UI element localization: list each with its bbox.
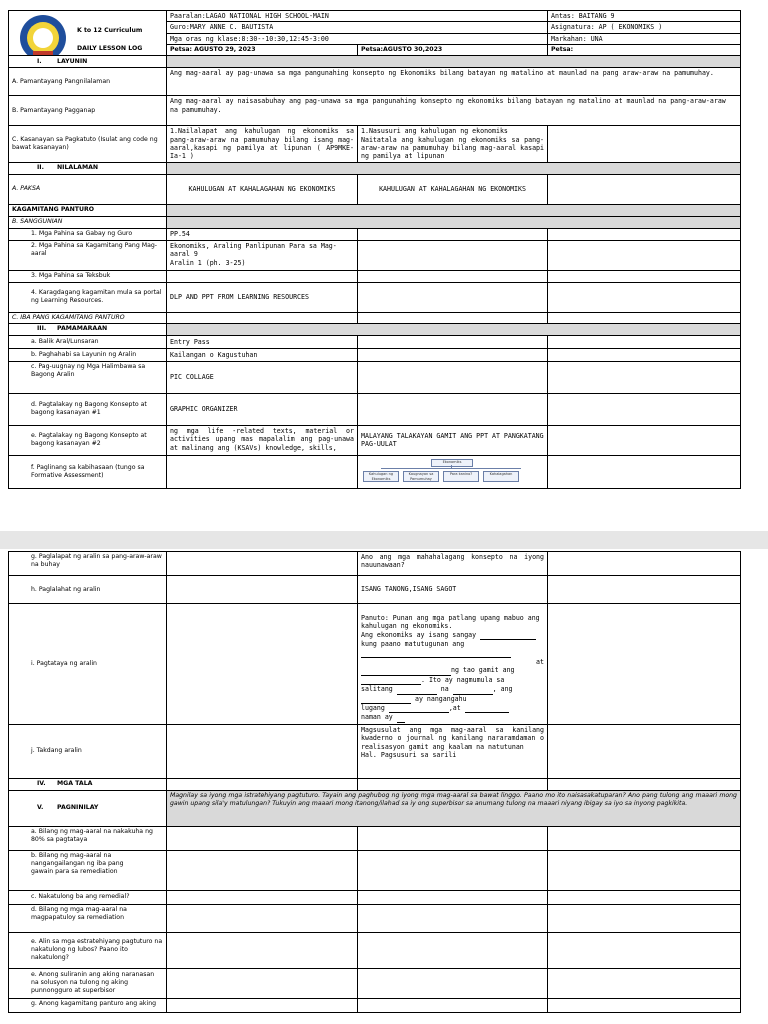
continue-remediation-label: d. Bilang ng mga mag-aaral na magpapatuloy sa remediation [9,904,167,932]
estratehiya-empty-2 [358,932,548,968]
konsepto-1-label: d. Pagtalakay ng Bagong Konsepto at bagong kasanayan #1 [9,393,167,425]
suliranin-empty-3 [548,968,741,998]
konsepto-2-label: e. Pagtalakay ng Bagong Konsepto at bagong kasanayan #2 [9,425,167,455]
asignatura-field: Asignatura: AP ( EKONOMIKS ) [548,22,741,33]
mga-tala-empty-1 [167,778,358,790]
pagtataya-line-6-text: salitang [361,685,393,694]
layunin-title: LAYUNIN [57,57,88,65]
takdang-aralin-empty-1 [167,724,358,778]
pamamaraan-num: III. [37,325,47,333]
pamamaraan-heading [9,323,167,335]
blank-10[interactable] [397,713,405,722]
paglalahat-empty-1 [167,576,358,604]
konsepto-1-empty-2 [358,393,548,425]
paglinang-empty-3 [548,455,741,488]
pagtataya-line-7-text: na [440,685,449,694]
nilalaman-title: NILALAMAN [57,164,99,172]
pagtataya-value [358,604,548,725]
konsepto-2-value-2: MALAYANG TALAKAYAN GAMIT ANG PPT AT PANGKATANG PAG-UULAT [358,425,548,455]
pagtataya-line-1 [361,631,544,640]
konsepto-2-value-1: ng mga life -related texts, material or activities upang mas mapalalim ang pag-unawa at malinang ang (KSAVs) knowledge, skills, [167,425,358,455]
pag-uugnay-empty-2 [358,361,548,393]
pag-uugnay-label: c. Pag-uugnay ng Mga Halimbawa sa Bagong Aralin [9,361,167,393]
pagninilay-num: V. [37,804,44,812]
estratehiya-empty-1 [167,932,358,968]
diagram-item-2: Kaugnayan sa Pamumuhay [403,471,439,482]
pagtataya-line-4 [361,666,544,675]
layunin-shade [167,56,741,68]
suliranin-empty-2 [358,968,548,998]
learning-resources-empty-2 [358,282,548,312]
daily-lesson-log-title: DAILY LESSON LOG [77,45,143,52]
kagamitan-shade [167,204,741,216]
mga-tala-num: IV. [37,780,46,788]
iba-pang-kagamitan-empty-1 [167,312,358,323]
petsa-1: Petsa: AGUSTO 29, 2023 [167,45,358,56]
blank-2[interactable] [361,649,511,658]
blank-9[interactable] [465,704,509,713]
kasanayan-label: C. Kasanayan sa Pagkatuto (Isulat ang code ng bawat kasanayan) [9,126,167,163]
mga-tala-empty-3 [548,778,741,790]
pagtataya-line-5-text: . Ito ay nagmumula sa [421,675,505,684]
blank-1[interactable] [480,631,536,640]
nakakuha-80-empty-3 [548,826,741,850]
markahan-field: Markahan: UNA [548,33,741,44]
graphic-organizer-diagram [358,455,548,488]
balik-aral-empty-2 [358,335,548,348]
lesson-log-table-bottom [8,551,741,1013]
remedial-helped-empty-1 [167,890,358,904]
paghahabi-empty-3 [548,348,741,361]
pamamaraan-shade [167,323,741,335]
takdang-aralin-value: Magsusulat ang mga mag-aaral sa kanilang kwaderno o journal ng kanilang nararamdaman o realisasyon gamit ang kaalam na natutunan Hal. Pagsusuri sa sarili [358,724,548,778]
paksa-label: A. PAKSA [9,174,167,204]
blank-5[interactable] [397,685,437,694]
pagninilay-title: PAGNINILAY [57,804,99,812]
remedial-helped-empty-2 [358,890,548,904]
balik-aral-label: a. Balik Aral/Lunsaran [9,335,167,348]
sanggunian-shade [167,216,741,228]
diagram-item-1: Kahulugan ng Ekonomiks [363,471,399,482]
gabay-guro-label: 1. Mga Pahina sa Gabay ng Guro [9,228,167,240]
curriculum-label: K to 12 Curriculum [77,27,143,34]
diagram-container [361,457,544,487]
paaralan-field: Paaralan:LAGAO NATIONAL HIGH SCHOOL-MAIN [167,11,548,22]
paglalahat-value: ISANG TANONG,ISANG SAGOT [358,576,548,604]
mga-tala-empty-2 [358,778,548,790]
pagtataya-line-12-text: naman ay [361,713,393,722]
continue-remediation-empty-2 [358,904,548,932]
nakakuha-80-label: a. Bilang ng mag-aaral na nakakuha ng 80% sa pagtataya [9,826,167,850]
learning-resources-value: DLP AND PPT FROM LEARNING RESOURCES [167,282,358,312]
continue-remediation-empty-1 [167,904,358,932]
nilalaman-heading [9,162,167,174]
pagtataya-panuto: Panuto: Punan ang mga patlang upang mabuo ang kahulugan ng ekonomiks. [361,614,540,631]
pamantayang-pagganap-text: Ang mag-aaral ay naisasabuhay ang pag-unawa sa mga pangunahing konsepto ng ekonomiks bilang batayan ng matalino at maunlad na pang-araw-araw na pamumuhay. [167,96,741,126]
header-logo-cell [9,11,167,56]
pagninilay-text: Magnilay sa iyong mga istratehiyang pagtuturo. Tayain ang paghubog ng iyong mga mag-aaral sa bawat linggo. Paano mo ito naisasakatuparan? Ano pang tulong ang maaari mong gawin upang sila'y matulungan? Tukuyin ang maaari mong itanong/ilahad sa iy ong superbisor sa anumang tulong na maaari niyang ibigay sa iyo sa inyong pagkikita. [167,790,741,826]
kasanayan-text-3 [548,126,741,163]
page-gap [0,531,768,549]
iba-pang-kagamitan-empty-2 [358,312,548,323]
kagamitang-panturo-empty-3 [548,998,741,1012]
pagtataya-line-5 [361,676,544,685]
estratehiya-label: e. Alin sa mga estratehiyang pagtuturo na nakatulong ng lubos? Paano ito nakatulong? [9,932,167,968]
pagtataya-label: i. Pagtataya ng aralin [9,604,167,725]
pagninilay-heading [9,790,167,826]
pagtataya-line-11-text: ,at [448,704,461,713]
teksbuk-empty-1 [167,270,358,282]
diagram-connector [381,468,521,469]
balik-aral-empty-3 [548,335,741,348]
konsepto-2-empty-3 [548,425,741,455]
remediation-needed-empty-2 [358,850,548,890]
paglinang-label: f. Paglinang sa kabihasaan (tungo sa Formative Assessment) [9,455,167,488]
kagamitan-heading: KAGAMITANG PANTURO [9,204,167,216]
kasanayan-text-2: 1.Nasusuri ang kahulugan ng ekonomiks Naitatala ang kahulugan ng ekonomiks sa pang-araw-araw na pamumuhay bilang mag-aaral kasapi ng pamilya at lipunan [358,126,548,163]
teksbuk-empty-3 [548,270,741,282]
pagtataya-line-12 [361,713,544,722]
blank-8[interactable] [389,704,449,713]
kagamitang-mag-aaral-empty-3 [548,240,741,270]
pagtataya-line-10 [361,704,544,713]
blank-6[interactable] [453,685,493,694]
pagtataya-line-3 [361,649,544,658]
guro-field: Guro:MARY ANNE C. BAUTISTA [167,22,548,33]
pagtataya-line-1-text: Ang ekonomiks ay isang sangay [361,630,481,639]
mga-tala-heading [9,778,167,790]
diagram-item-4: Kahalagahan [483,471,519,482]
suliranin-label: e. Anong suliranin ang aking naranasan na solusyon na tulong ng aking punnongguro at superbisor [9,968,167,998]
kagamitang-mag-aaral-empty-2 [358,240,548,270]
remediation-needed-empty-1 [167,850,358,890]
remedial-helped-empty-3 [548,890,741,904]
layunin-num: I. [37,57,42,65]
remediation-needed-empty-3 [548,850,741,890]
lesson-log-table-top [8,10,741,489]
lesson-log-page-2 [8,551,740,1024]
kagamitang-panturo-empty-2 [358,998,548,1012]
nilalaman-shade [167,162,741,174]
diagram-item-3: Para kanino? [443,471,479,482]
kagamitang-panturo-empty-1 [167,998,358,1012]
pamantayang-pangnilalaman-label: A. Pamantayang Pangnilalaman [9,68,167,96]
lesson-log-page-1 [8,10,740,526]
pagtataya-line-10-text: lugang [361,704,385,713]
pagtataya-empty-3 [548,604,741,725]
paksa-3 [548,174,741,204]
paglalapat-value: Ano ang mga mahahalagang konsepto na iyong nauunawaan? [358,552,548,576]
iba-pang-kagamitan-label: C. IBA PANG KAGAMITANG PANTURO [9,312,167,323]
estratehiya-empty-3 [548,932,741,968]
pamamaraan-title: PAMAMARAAN [57,325,108,333]
pagtataya-line-3-text: at [536,658,544,667]
paglalahat-empty-3 [548,576,741,604]
pagtataya-line-9-text: ay nangangahu [414,694,467,703]
iba-pang-kagamitan-empty-3 [548,312,741,323]
konsepto-1-empty-3 [548,393,741,425]
diagram-connector-vertical [451,465,452,468]
gabay-guro-value: PP.54 [167,228,358,240]
paghahabi-value: Kailangan o Kagustuhan [167,348,358,361]
kasanayan-text-1: 1.Nailalapat ang kahulugan ng ekonomiks sa pang-araw-araw na pamumuhay bilang isang mag-aaral,kasapi ng pamilya at lipunan ( AP9MKE-Ia-1 ) [167,126,358,163]
paghahabi-empty-2 [358,348,548,361]
nilalaman-num: II. [37,164,44,172]
sanggunian-heading: B. SANGGUNIAN [9,216,167,228]
suliranin-empty-1 [167,968,358,998]
learning-resources-label: 4. Karagdagang kagamitan mula sa portal ng Learning Resources. [9,282,167,312]
blank-3[interactable] [361,666,451,675]
pag-uugnay-empty-3 [548,361,741,393]
paglalahat-label: h. Paglalahat ng aralin [9,576,167,604]
takdang-aralin-empty-3 [548,724,741,778]
teksbuk-label: 3. Mga Pahina sa Teksbuk [9,270,167,282]
paglalapat-empty-1 [167,552,358,576]
petsa-3: Petsa: [548,45,741,56]
pagtataya-line-4-text: ng tao gamit ang [451,666,515,675]
gabay-guro-empty-3 [548,228,741,240]
pagtataya-empty-1 [167,604,358,725]
remediation-needed-label: b. Bilang ng mag-aaral na nangangailangan ng iba pang gawain para sa remediation [9,850,167,890]
blank-7[interactable] [361,695,411,704]
pagtataya-line-8-text: , ang [492,685,513,694]
pagtataya-line-2: kung paano matutugunan ang [361,640,465,649]
takdang-aralin-label: j. Takdang aralin [9,724,167,778]
paglalapat-empty-3 [548,552,741,576]
balik-aral-value: Entry Pass [167,335,358,348]
nakakuha-80-empty-2 [358,826,548,850]
kagamitang-mag-aaral-label: 2. Mga Pahina sa Kagamitang Pang Mag- aaral [9,240,167,270]
paksa-2: KAHULUGAN AT KAHALAGAHAN NG EKONOMIKS [358,174,548,204]
school-logo-icon [15,13,71,56]
pagtataya-line-6 [361,685,544,694]
blank-4[interactable] [361,676,421,685]
pamantayang-pagganap-label: B. Pamantayang Pagganap [9,96,167,126]
teksbuk-empty-2 [358,270,548,282]
paglinang-empty-1 [167,455,358,488]
pag-uugnay-value: PIC COLLAGE [167,361,358,393]
pagtataya-line-3b [361,658,544,666]
learning-resources-empty-3 [548,282,741,312]
continue-remediation-empty-3 [548,904,741,932]
pagtataya-line-9 [361,695,544,704]
diagram-top-box: Ekonomiks [431,459,473,467]
petsa-2: Petsa:AGUSTO 30,2023 [358,45,548,56]
paksa-1: KAHULUGAN AT KAHALAGAHAN NG EKONOMIKS [167,174,358,204]
pamantayang-pangnilalaman-text: Ang mag-aaral ay pag-unawa sa mga pangunahing konsepto ng Ekonomiks bilang batayan ng matalino at maunlad na pang araw-araw na pamumuhay. [167,68,741,96]
antas-field: Antas: BAITANG 9 [548,11,741,22]
paglalapat-label: g. Paglalapat ng aralin sa pang-araw-araw na buhay [9,552,167,576]
kagamitang-panturo-label: g. Anong kagamitang panturo ang aking [9,998,167,1012]
konsepto-1-value: GRAPHIC ORGANIZER [167,393,358,425]
nakakuha-80-empty-1 [167,826,358,850]
remedial-helped-label: c. Nakatulong ba ang remedial? [9,890,167,904]
layunin-heading [9,56,167,68]
gabay-guro-empty-2 [358,228,548,240]
oras-field: Mga oras ng klase:8:30--10:30,12:45-3:00 [167,33,548,44]
mga-tala-title: MGA TALA [57,780,93,788]
paghahabi-label: b. Paghahabi sa Layunin ng Aralin [9,348,167,361]
kagamitang-mag-aaral-value: Ekonomiks, Araling Panlipunan Para sa Mag-aaral 9 Aralin 1 (ph. 3-25) [167,240,358,270]
